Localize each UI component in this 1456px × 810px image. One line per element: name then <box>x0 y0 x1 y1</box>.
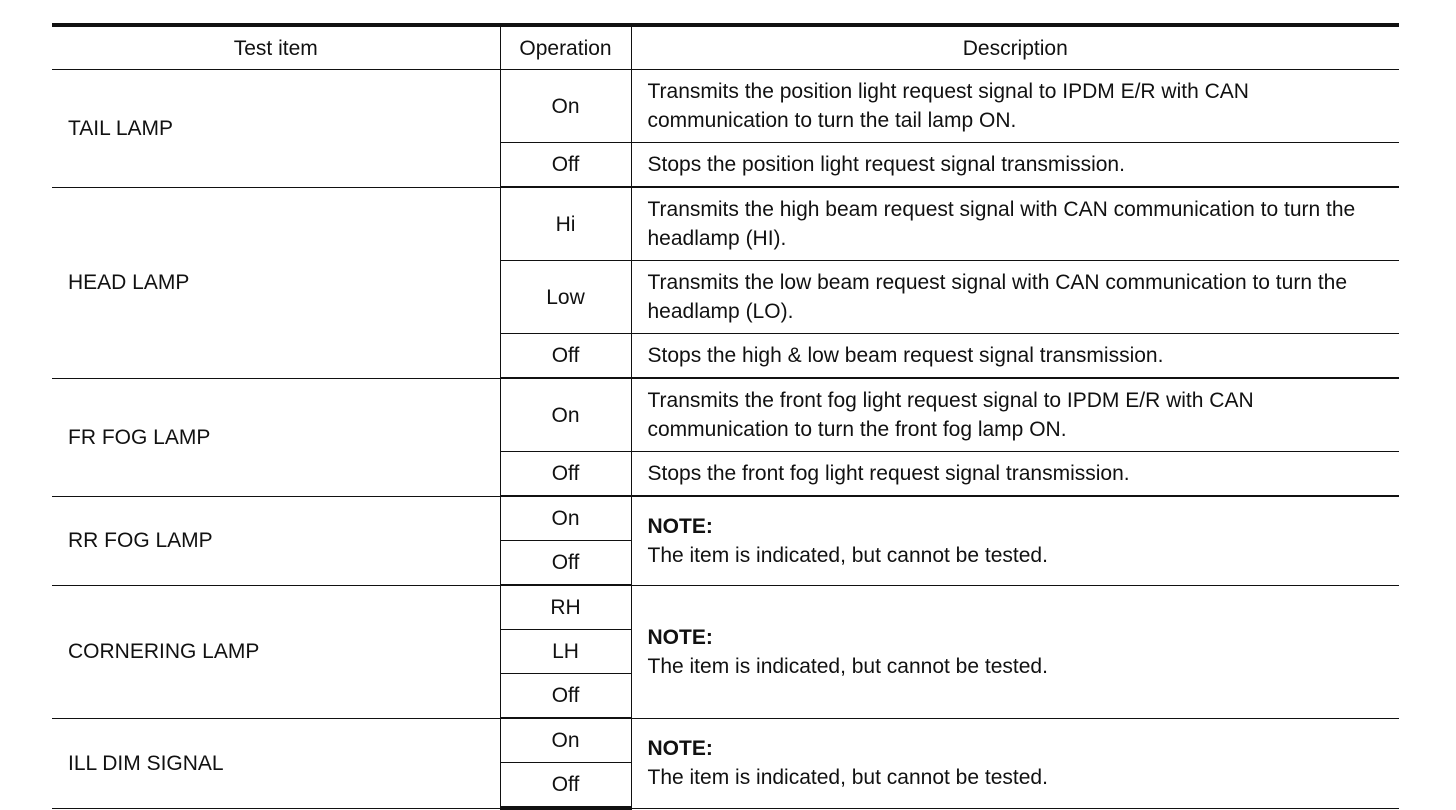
note-text: The item is indicated, but cannot be tested. <box>647 654 1048 678</box>
note-label: NOTE: <box>647 737 713 760</box>
test-item-rr-fog-lamp: RR FOG LAMP <box>52 496 500 585</box>
description-cell: Transmits the front fog light request signal to IPDM E/R with CAN communication to turn the front fog lamp ON. <box>631 378 1399 452</box>
description-cell: Stops the position light request signal transmission. <box>631 143 1399 188</box>
note-cell <box>631 496 1399 585</box>
note-label: NOTE: <box>647 625 713 649</box>
table-row <box>52 70 1399 143</box>
note-text: The item is indicated, but cannot be tested. <box>647 543 1048 567</box>
description-cell: Transmits the position light request signal to IPDM E/R with CAN communication to turn the tail lamp ON. <box>631 70 1399 143</box>
table-row <box>52 585 1399 630</box>
header-description: Description <box>631 25 1399 70</box>
operation-cell: RH <box>500 585 631 630</box>
operation-cell: Low <box>500 261 631 334</box>
table-row <box>52 187 1399 261</box>
header-test-item: Test item <box>52 25 500 70</box>
note-label: NOTE: <box>647 514 713 538</box>
operation-cell: Off <box>500 674 631 719</box>
test-item-ill-dim-signal: ILL DIM SIGNAL <box>52 718 500 808</box>
description-cell: Stops the front fog light request signal transmission. <box>631 452 1399 497</box>
operation-cell: Off <box>500 452 631 497</box>
note-cell <box>631 718 1399 808</box>
header-operation: Operation <box>500 25 631 70</box>
operation-cell: On <box>500 70 631 143</box>
operation-cell: Off <box>500 334 631 379</box>
test-item-tail-lamp: TAIL LAMP <box>52 70 500 188</box>
operation-cell: On <box>500 718 631 763</box>
table-row <box>52 378 1399 452</box>
test-item-head-lamp: HEAD LAMP <box>52 187 500 378</box>
operation-cell: Off <box>500 143 631 188</box>
operation-cell: Off <box>500 763 631 809</box>
operation-cell: On <box>500 496 631 541</box>
header-row <box>52 25 1399 70</box>
description-cell: Transmits the low beam request signal with CAN communication to turn the headlamp (LO). <box>631 261 1399 334</box>
operation-cell: Off <box>500 541 631 586</box>
description-cell: Stops the high & low beam request signal transmission. <box>631 334 1399 379</box>
note-text: The item is indicated, but cannot be tested. <box>647 766 1048 789</box>
test-item-fr-fog-lamp: FR FOG LAMP <box>52 378 500 496</box>
operation-cell: Hi <box>500 187 631 261</box>
description-cell: Transmits the high beam request signal with CAN communication to turn the headlamp (HI). <box>631 187 1399 261</box>
table-row <box>52 718 1399 763</box>
table-row <box>52 496 1399 541</box>
active-test-table <box>52 23 1399 810</box>
active-test-table-sheet <box>52 23 1399 810</box>
operation-cell: LH <box>500 630 631 674</box>
note-cell <box>631 585 1399 718</box>
operation-cell: On <box>500 378 631 452</box>
test-item-cornering-lamp: CORNERING LAMP <box>52 585 500 718</box>
